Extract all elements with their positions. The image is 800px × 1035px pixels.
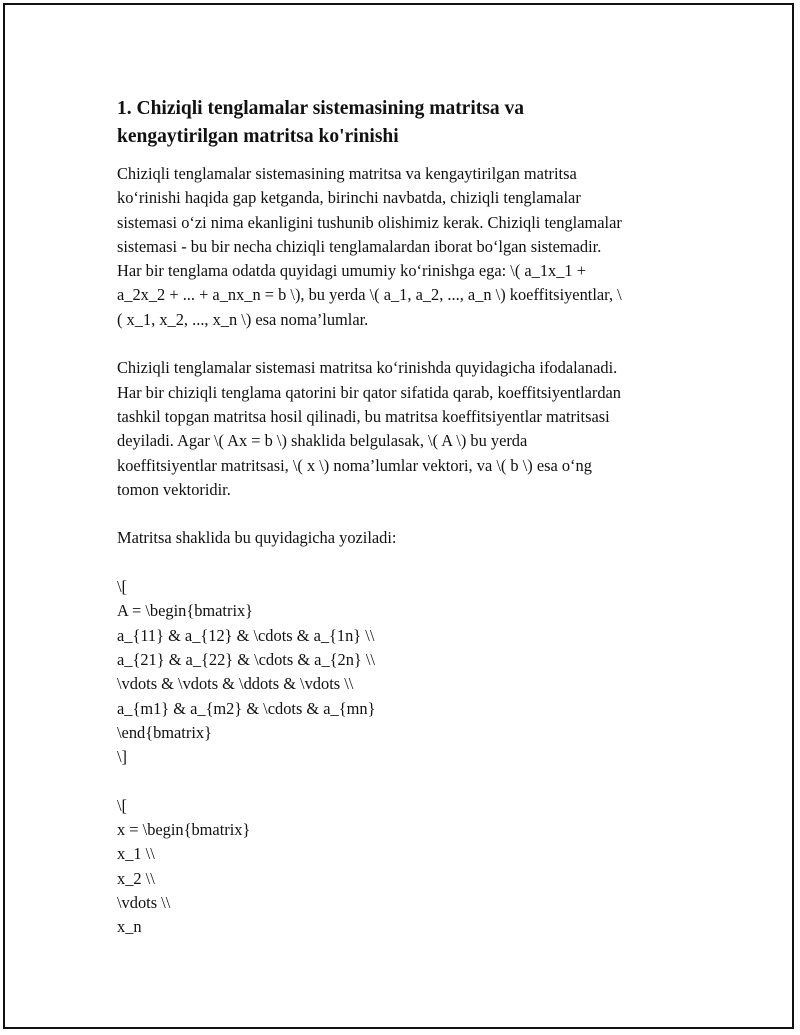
paragraph-line: ko‘rinishi haqida gap ketganda, birinchi navbatda, chiziqli tenglamalar	[117, 188, 581, 208]
paragraph-line: tomon vektoridir.	[117, 479, 231, 499]
paragraph-matrix-form	[117, 356, 692, 502]
latex-block-vector-x	[117, 794, 692, 940]
latex-line: x_1 \\	[117, 844, 155, 864]
latex-line: \vdots \\	[117, 892, 171, 912]
paragraph-line: Matritsa shaklida bu quyidagicha yoziladi:	[117, 528, 397, 548]
paragraph-line: ( x_1, x_2, ..., x_n \) esa noma’lumlar.	[117, 309, 369, 329]
latex-line: x = \begin{bmatrix}	[117, 820, 251, 840]
latex-line: \vdots & \vdots & \ddots & \vdots \\	[117, 674, 354, 694]
heading-line: kengaytirilgan matritsa ko'rinishi	[117, 126, 399, 147]
paragraph-line: Chiziqli tenglamalar sistemasining matritsa va kengaytirilgan matritsa	[117, 164, 577, 183]
latex-line: A = \begin{bmatrix}	[117, 601, 254, 621]
document-body	[117, 95, 692, 964]
paragraph-line: Har bir tenglama odatda quyidagi umumiy ko‘rinishga ega: \( a_1x_1 +	[117, 261, 586, 281]
latex-line: \]	[117, 747, 128, 767]
paragraph-line: Chiziqli tenglamalar sistemasi matritsa ko‘rinishda quyidagicha ifodalanadi.	[117, 358, 618, 378]
paragraph-line: deyiladi. Agar \( Ax = b \) shaklida belgulasak, \( A \) bu yerda	[117, 431, 528, 451]
section-heading	[117, 95, 692, 151]
latex-line: x_n	[117, 917, 142, 937]
paragraph-matrix-intro	[117, 526, 692, 550]
paragraph-line: koeffitsiyentlar matritsasi, \( x \) noma’lumlar vektori, va \( b \) esa o‘ng	[117, 455, 592, 475]
paragraph-intro	[117, 162, 692, 332]
latex-line: x_2 \\	[117, 868, 155, 888]
paragraph-line: sistemasi o‘zi nima ekanligini tushunib olishimiz kerak. Chiziqli tenglamalar	[117, 212, 622, 232]
latex-line: \end{bmatrix}	[117, 722, 212, 742]
paragraph-line: sistemasi - bu bir necha chiziqli tenglamalardan iborat bo‘lgan sistemadir.	[117, 236, 602, 256]
heading-line: 1. Chiziqli tenglamalar sistemasining matritsa va	[117, 98, 524, 119]
latex-line: \[	[117, 795, 128, 815]
paragraph-line: tashkil topgan matritsa hosil qilinadi, bu matritsa koeffitsiyentlar matritsasi	[117, 406, 610, 426]
latex-line: a_{m1} & a_{m2} & \cdots & a_{mn}	[117, 698, 376, 718]
latex-line: a_{21} & a_{22} & \cdots & a_{2n} \\	[117, 649, 375, 669]
latex-line: a_{11} & a_{12} & \cdots & a_{1n} \\	[117, 625, 375, 645]
latex-block-matrix-a	[117, 575, 692, 769]
paragraph-line: a_2x_2 + ... + a_nx_n = b \), bu yerda \( a_1, a_2, ..., a_n \) koeffitsiyentlar, \	[117, 285, 622, 305]
latex-line: \[	[117, 577, 128, 597]
paragraph-line: Har bir chiziqli tenglama qatorini bir qator sifatida qarab, koeffitsiyentlardan	[117, 382, 621, 402]
